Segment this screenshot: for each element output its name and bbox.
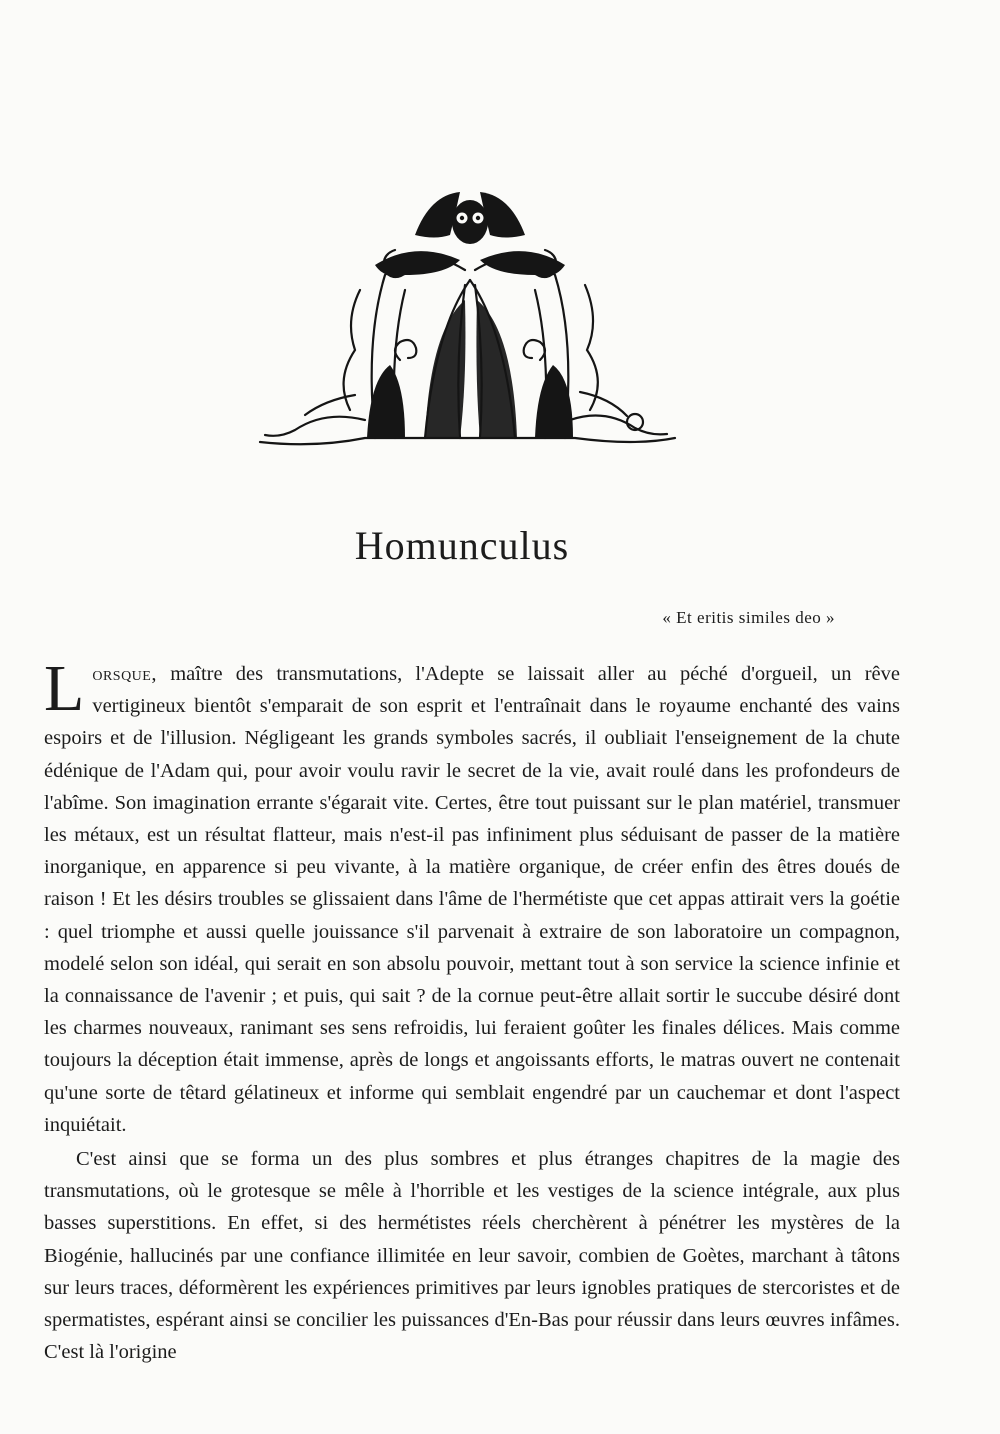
paragraph-1 bbox=[44, 652, 900, 1141]
paragraph-1-text: maître des transmutations, l'Adepte se laissait aller au péché d'orgueil, un rêve vertigineux bientôt s'emparait de son esprit et l'entraînait dans le royaume enchanté des vains espoirs et de l'illusion. Négligeant les grands symboles sacrés, il oubliait l'enseignement de la chute édénique de l'Adam qui, pour avoir voulu ravir le secret de la vie, avait roulé dans les profondeurs de l'abîme. Son imagination errante s'égarait vite. Certes, être tout puissant sur le plan matériel, transmuer les métaux, est un résultat flatteur, mais n'est-il pas infiniment plus séduisant de passer de la matière inorganique, en apparence si peu vivante, à la matière organique, de créer enfin des êtres doués de raison ! Et les désirs troubles se glissaient dans l'âme de l'hermétiste que cet appas attirait vers la goétie : quel triomphe et aussi quelle jouissance s'il parvenait à extraire de son laboratoire un compagnon, modelé selon son idéal, qui serait en son absolu pouvoir, mettant tout à son service la science infinie et la connaissance de l'avenir ; et puis, qui sait ? de la cornue peut-être allait sortir le succube désiré dont les charmes nouveaux, ranimant ses sens refroidis, lui feraient goûter les finales délices. Mais comme toujours la déception était immense, après de longs et angoissants efforts, le matras ouvert ne contenait qu'une sorte de têtard gélatineux et informe qui semblait engendré par un cauchemar et dont l'aspect inquiétait. bbox=[44, 663, 900, 1136]
lead-smallcaps: orsque, bbox=[92, 663, 157, 685]
article-body bbox=[44, 652, 900, 1368]
article-title: Homunculus bbox=[354, 523, 570, 568]
owl-arch-headpiece-icon bbox=[255, 180, 680, 455]
epigraph: « Et eritis similes deo » bbox=[662, 608, 835, 627]
drop-cap: L bbox=[44, 652, 85, 725]
paragraph-2: C'est ainsi que se forma un des plus sombres et plus étranges chapitres de la magie des transmutations, où le grotesque se mêle à l'horrible et les vestiges de la science intégrale, aux plus basses superstitions. En effet, si des hermétistes réels cherchèrent à pénétrer les mystères de la Biogénie, hallucinés par une confiance illimitée en leur savoir, combien de Goètes, marchant à tâtons sur leurs traces, déformèrent les expériences primitives par leurs ignobles pratiques de stercoristes et de spermatistes, espérant ainsi se concilier les puissances d'En-Bas pour réussir dans leurs œuvres infâmes. C'est là l'origine bbox=[44, 1148, 900, 1364]
